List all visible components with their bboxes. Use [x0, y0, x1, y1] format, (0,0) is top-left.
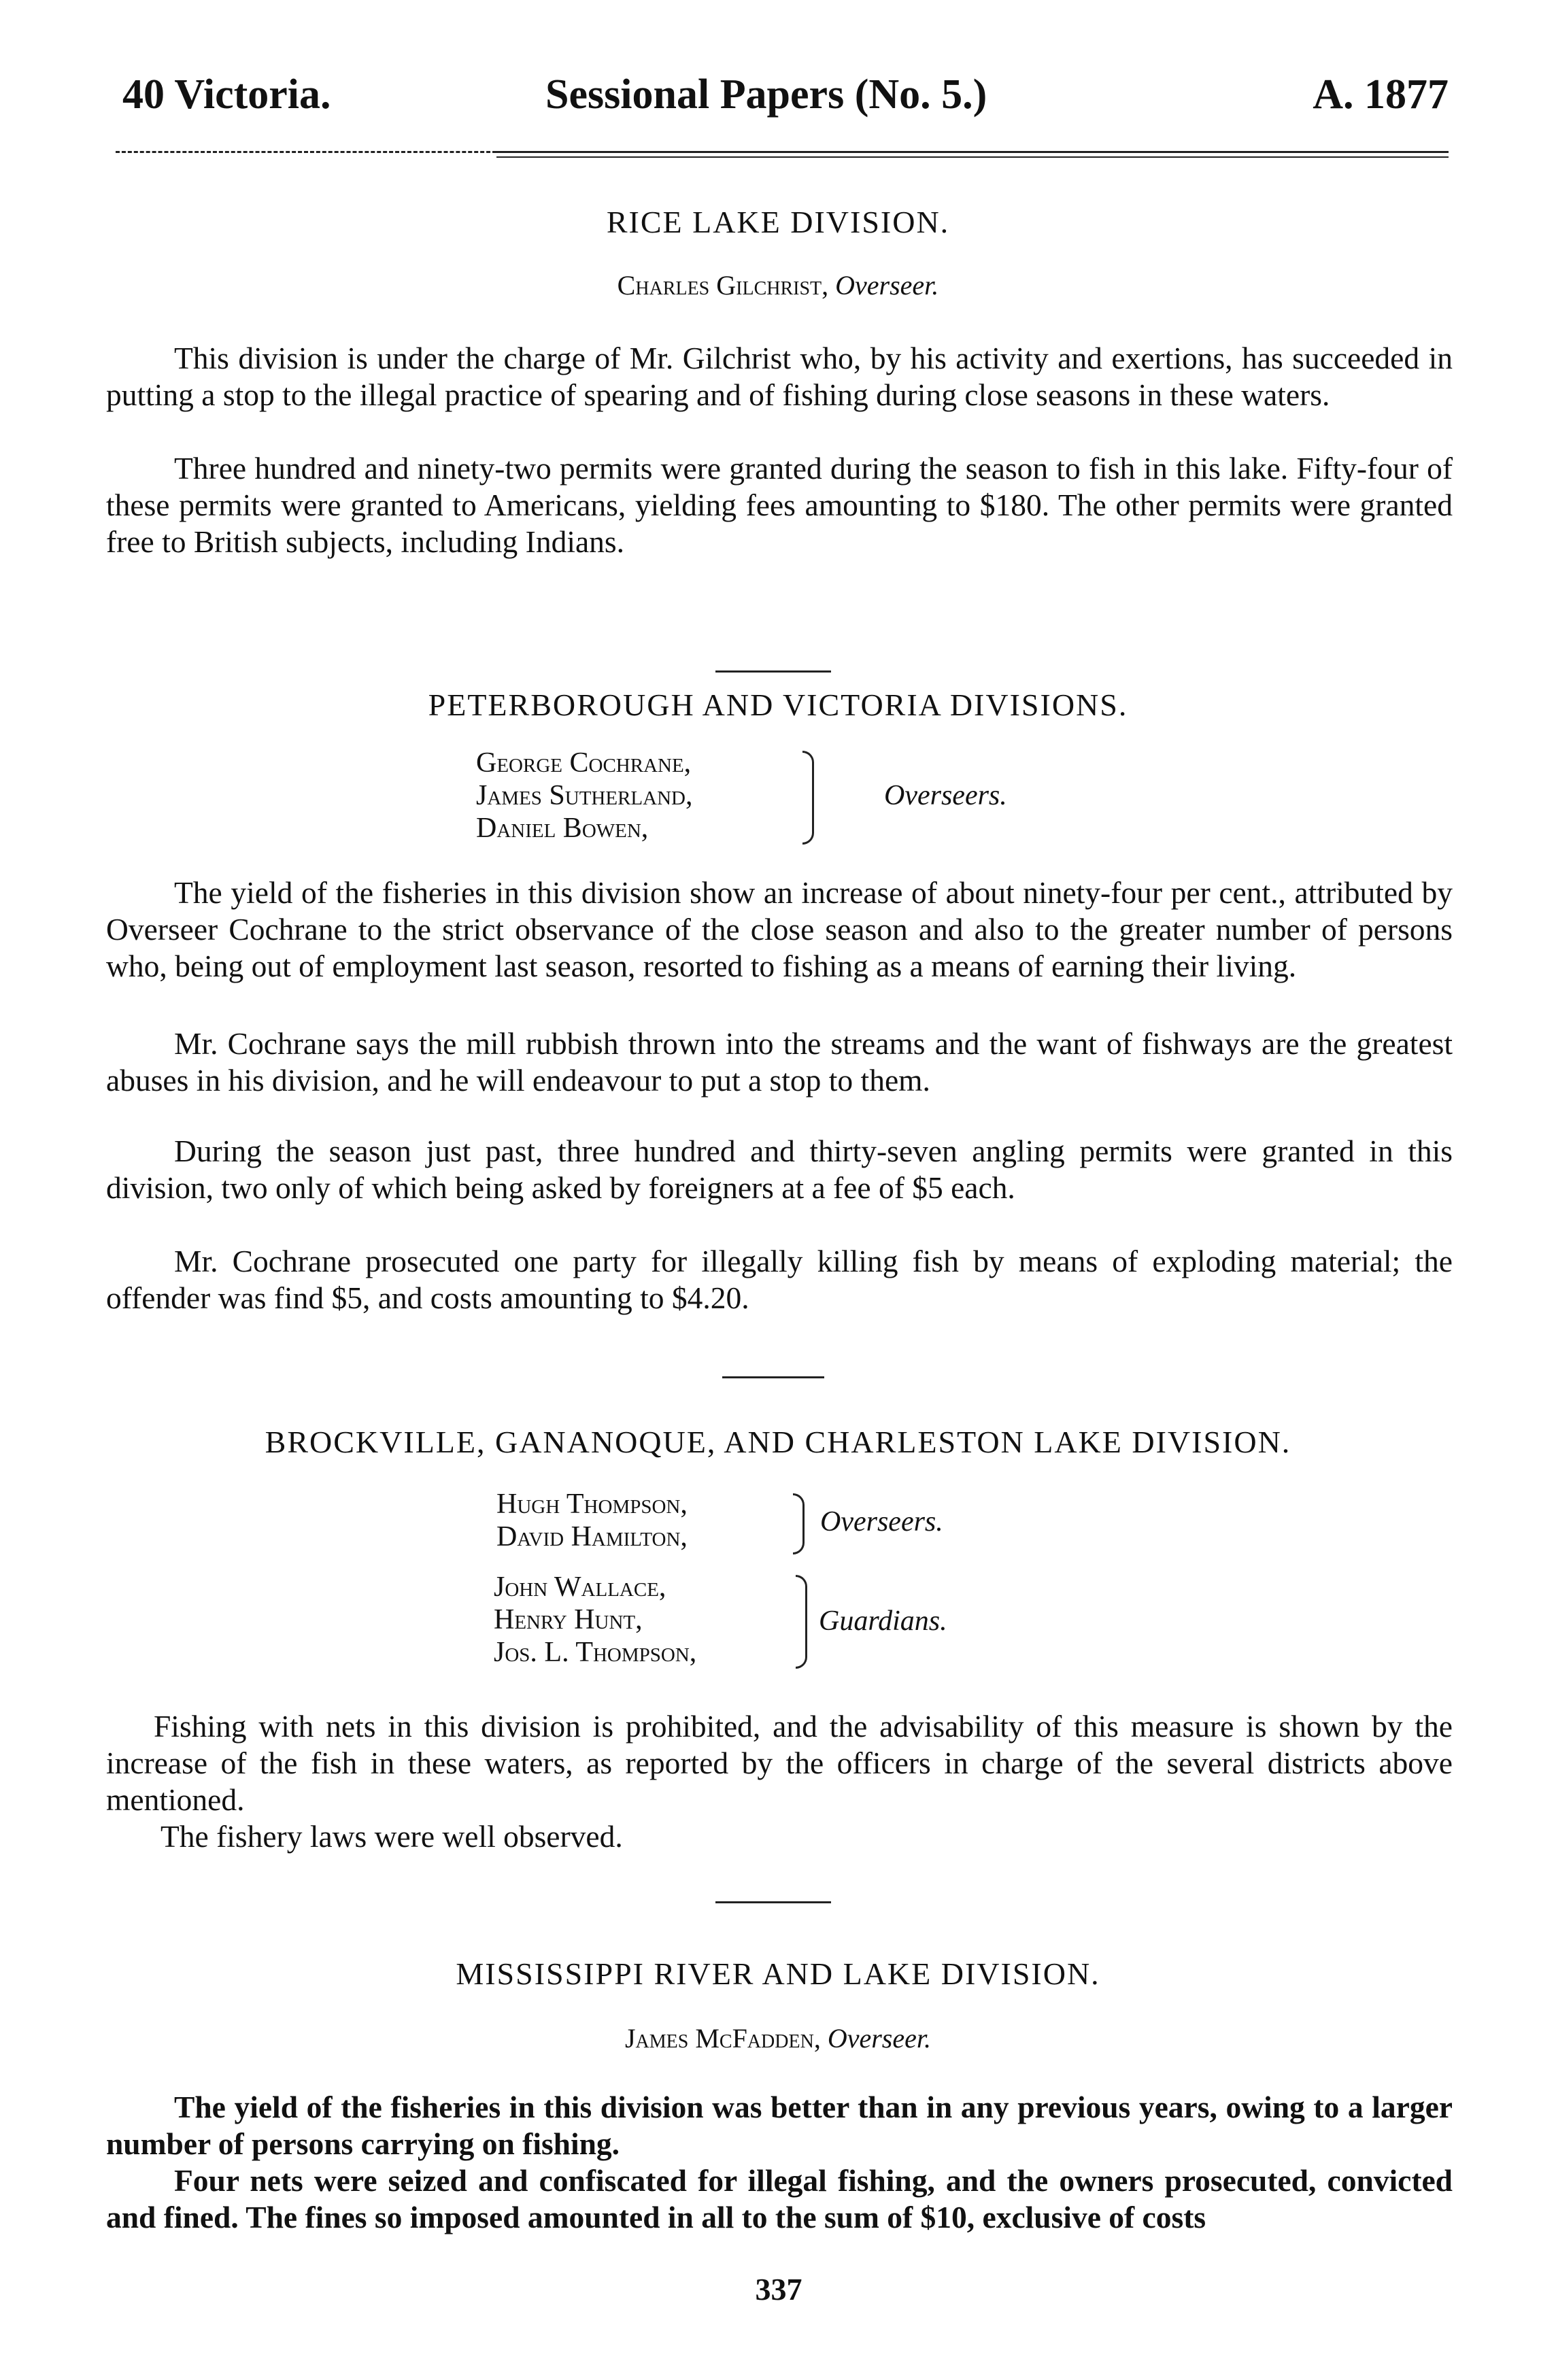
- mississippi-officer-role: Overseer.: [827, 2023, 931, 2054]
- overseer-name: George Cochrane,: [476, 747, 692, 779]
- guardian-name: John Wallace,: [494, 1571, 666, 1603]
- peterborough-role: Overseers.: [884, 780, 1007, 811]
- overseer-name: David Hamilton,: [496, 1521, 688, 1552]
- page-number: 337: [755, 2272, 802, 2307]
- guardian-name: Henry Hunt,: [494, 1604, 643, 1635]
- brace-glyph: [796, 1575, 807, 1669]
- section-divider: [715, 670, 831, 673]
- brockville-paragraph: Fishing with nets in this division is prohibited, and the advisability of this measure is shown by the increase of the fish in these waters, as reported by the officers in charge of the several districts above mentioned.: [106, 1709, 1453, 1817]
- brockville-overseer-list: [496, 1488, 688, 1553]
- overseer-name: Hugh Thompson,: [496, 1489, 688, 1520]
- overseer-name: Daniel Bowen,: [476, 813, 649, 844]
- header-rule-double: [496, 151, 1449, 158]
- header-year: A. 1877: [1313, 71, 1449, 118]
- brace-glyph: [793, 1493, 805, 1554]
- peterborough-paragraph: Mr. Cochrane says the mill rubbish thrown into the streams and the want of fishways are the greatest abuses in his division, and he will endeavour to put a stop to them.: [106, 1026, 1453, 1098]
- brockville-overseers-role: Overseers.: [820, 1506, 943, 1537]
- rice-lake-officer: [102, 269, 1454, 301]
- brockville-guardians-role: Guardians.: [819, 1605, 947, 1637]
- brockville-guardian-list: [494, 1571, 696, 1669]
- running-header: [116, 63, 1462, 131]
- peterborough-paragraph: During the season just past, three hundred and thirty-seven angling permits were granted in this division, two only of which being asked by foreigners at a fee of $5 each.: [106, 1134, 1453, 1205]
- brockville-paragraph: The fishery laws were well observed.: [160, 1819, 623, 1854]
- section-title-mississippi: MISSISSIPPI RIVER AND LAKE DIVISION.: [456, 1956, 1100, 1991]
- mississippi-paragraph: The yield of the fisheries in this division was better than in any previous years, owing to a larger number of persons carrying on fishing.: [106, 2090, 1453, 2161]
- mississippi-paragraph: Four nets were seized and confiscated for illegal fishing, and the owners prosecuted, convicted and fined. The fines so imposed amounted in all to the sum of $10, exclusive of costs: [106, 2163, 1453, 2234]
- section-title-peterborough: PETERBOROUGH AND VICTORIA DIVISIONS.: [428, 687, 1128, 722]
- section-divider: [722, 1376, 824, 1378]
- peterborough-paragraph: The yield of the fisheries in this division show an increase of about ninety-four per cent., attributed by Overseer Cochrane to the strict observance of the close season and also to the greater number of persons who, being out of employment last season, resorted to fishing as a means of earning their living.: [106, 875, 1453, 983]
- header-rule-dashed: [116, 151, 496, 153]
- header-title: Sessional Papers (No. 5.): [545, 71, 987, 118]
- section-title-brockville: BROCKVILLE, GANANOQUE, AND CHARLESTON LAKE DIVISION.: [265, 1425, 1291, 1459]
- rice-lake-paragraph: Three hundred and ninety-two permits were granted during the season to fish in this lake. Fifty-four of these permits were granted to Americans, yielding fees amounting to $180. The other permits were granted free to British subjects, including Indians.: [106, 451, 1453, 559]
- mississippi-officer: [102, 2022, 1454, 2054]
- guardian-name: Jos. L. Thompson,: [494, 1637, 697, 1668]
- rice-lake-officer-role: Overseer.: [835, 270, 939, 301]
- rice-lake-paragraph: This division is under the charge of Mr. Gilchrist who, by his activity and exertions, has succeeded in putting a stop to the illegal practice of spearing and of fishing during close seasons in these waters.: [106, 341, 1453, 412]
- rice-lake-officer-name: Charles Gilchrist,: [617, 270, 829, 301]
- peterborough-overseer-list: [476, 747, 692, 845]
- peterborough-paragraph: Mr. Cochrane prosecuted one party for illegally killing fish by means of exploding material; the offender was find $5, and costs amounting to $4.20.: [106, 1244, 1453, 1315]
- section-title-rice-lake: RICE LAKE DIVISION.: [606, 205, 950, 239]
- section-divider: [715, 1901, 831, 1903]
- brace-glyph: [802, 751, 814, 845]
- overseer-name: James Sutherland,: [476, 780, 693, 811]
- mississippi-officer-name: James McFadden,: [624, 2023, 821, 2054]
- header-volume: 40 Victoria.: [122, 71, 331, 118]
